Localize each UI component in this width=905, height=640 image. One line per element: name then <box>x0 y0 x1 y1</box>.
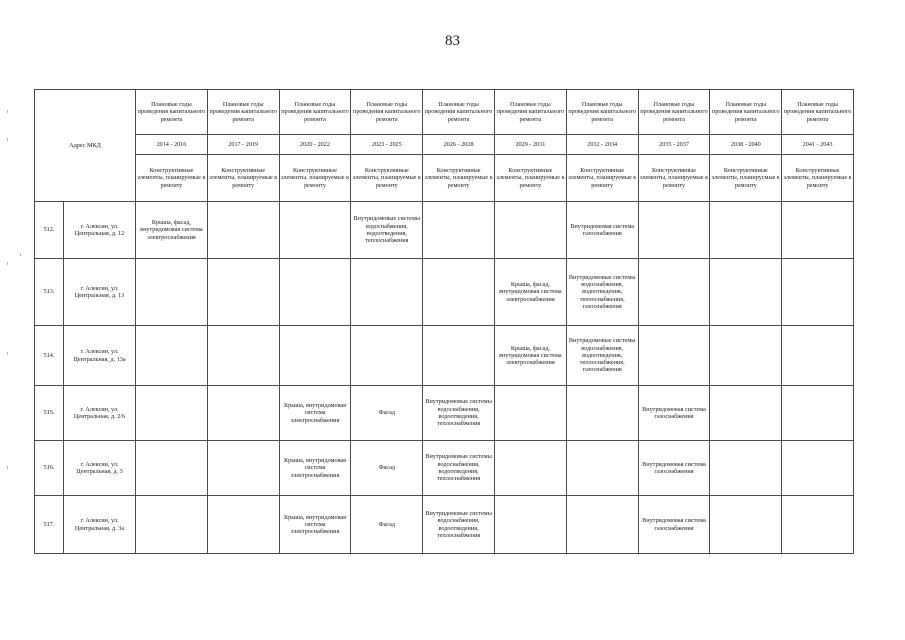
period-header-cell: Плановые годы проведения капитального ремонта <box>782 90 854 135</box>
elements-header-cell: Конструктивные элементы, планируемые к ремонту <box>638 155 710 202</box>
elements-header-cell: Конструктивные элементы, планируемые к ремонту <box>136 155 208 202</box>
repair-elements-cell: Крыша, внутридомовая система электроснабжения <box>279 386 351 441</box>
scan-mark <box>7 466 8 469</box>
repair-elements-cell <box>136 386 208 441</box>
address-cell: г. Алексин, ул. Центральная, д. 3а <box>64 496 136 554</box>
year-range-cell: 2017 - 2019 <box>207 135 279 155</box>
elements-header-cell: Конструктивные элементы, планирусмые к ремонту <box>710 155 782 202</box>
year-range-cell: 2014 - 2016 <box>136 135 208 155</box>
header-row-elements <box>35 155 854 202</box>
repair-elements-cell <box>207 386 279 441</box>
scan-mark <box>7 262 8 265</box>
period-header-cell: Плановые годы проведения капитального ремонта <box>136 90 208 135</box>
repair-elements-cell: Внутридомовые системы водоснабжения, водоотведения, теплоснабжения, газоснабжения <box>566 259 638 326</box>
address-cell: г. Алексин, ул. Центральная, д. 3 <box>64 441 136 496</box>
repair-elements-cell <box>495 441 567 496</box>
period-header-cell: Плановые годы проведения капитального ремонта <box>423 90 495 135</box>
table-row <box>35 496 854 554</box>
repair-elements-cell: Внутридомовая система газоснабжения <box>638 441 710 496</box>
repair-elements-cell <box>207 441 279 496</box>
row-number-cell: 512. <box>35 202 64 259</box>
repair-elements-cell <box>136 259 208 326</box>
address-cell: г. Алексин, ул. Центральная, д. 13 <box>64 259 136 326</box>
repair-elements-cell <box>495 496 567 554</box>
repair-elements-cell <box>207 496 279 554</box>
scan-mark <box>7 352 8 355</box>
repair-elements-cell <box>638 202 710 259</box>
scan-mark <box>7 138 8 141</box>
repair-elements-cell <box>423 259 495 326</box>
table-row <box>35 386 854 441</box>
repair-elements-cell <box>782 386 854 441</box>
repair-elements-cell <box>638 259 710 326</box>
repair-elements-cell <box>279 326 351 386</box>
repair-elements-cell <box>207 202 279 259</box>
year-range-cell: 2020 - 2022 <box>279 135 351 155</box>
year-range-cell: 2023 - 2025 <box>351 135 423 155</box>
repair-elements-cell: Крыша, внутридомовая система электроснабжения <box>279 441 351 496</box>
elements-header-cell: Конструктивные элементы, планируемые к ремонту <box>279 155 351 202</box>
address-cell: г. Алексин, ул. Центральная, д. 13а <box>64 326 136 386</box>
repair-elements-cell: Внутридомовые системы водоснабжения, водоотведения, теплоснабжения <box>423 441 495 496</box>
capital-repair-schedule-table <box>34 89 854 554</box>
repair-elements-cell <box>423 326 495 386</box>
scan-mark <box>20 253 21 256</box>
repair-elements-cell <box>351 259 423 326</box>
elements-header-cell: Конструктивные элементы, планируемые к ремонту <box>351 155 423 202</box>
elements-header-cell: Конструктивные элементы, планируемые к ремонту <box>207 155 279 202</box>
period-header-cell: Плановые годы проведения капитального ремонта <box>495 90 567 135</box>
elements-header-cell: Конструктивные элементы, планируемые к ремонту <box>782 155 854 202</box>
repair-elements-cell <box>782 202 854 259</box>
repair-elements-cell <box>566 441 638 496</box>
repair-elements-cell <box>710 326 782 386</box>
row-number-cell: 517. <box>35 496 64 554</box>
repair-elements-cell <box>566 386 638 441</box>
repair-elements-cell <box>495 202 567 259</box>
table-row <box>35 326 854 386</box>
repair-elements-cell: Фасад <box>351 441 423 496</box>
repair-elements-cell: Внутридомовые системы водоснабжения, водоотведения, теплоснабжения, газоснабжения <box>566 326 638 386</box>
year-range-cell: 2029 - 2031 <box>495 135 567 155</box>
header-row-year-ranges <box>35 135 854 155</box>
elements-header-cell: Конструктивные элементы, планируемые к ремонту <box>566 155 638 202</box>
address-cell: г. Алексин, ул. Центральная, д. 2/6 <box>64 386 136 441</box>
repair-elements-cell: Внутридомовая система газоснабжения <box>566 202 638 259</box>
scan-mark <box>7 110 8 113</box>
year-range-cell: 2032 - 2034 <box>566 135 638 155</box>
period-header-cell: Плановые годы проведения капитального ремонта <box>638 90 710 135</box>
row-number-cell: 515. <box>35 386 64 441</box>
repair-elements-cell: Крыша, фасад, внутридомовая система электроснабжения <box>495 259 567 326</box>
repair-elements-cell <box>782 326 854 386</box>
repair-elements-cell: Внутридомовые системы водоснабжения, водоотведения, теплоснабжения <box>351 202 423 259</box>
address-header-cell: Адрес МКД <box>35 90 136 202</box>
address-cell: г. Алексин, ул. Центральная, д. 12 <box>64 202 136 259</box>
repair-elements-cell <box>136 326 208 386</box>
row-number-cell: 514. <box>35 326 64 386</box>
repair-elements-cell: Фасад <box>351 496 423 554</box>
repair-elements-cell: Внутридомовые системы водоснабжения, водоотведения, теплоснабжения <box>423 386 495 441</box>
repair-elements-cell <box>782 496 854 554</box>
repair-elements-cell <box>136 441 208 496</box>
table-row <box>35 259 854 326</box>
repair-elements-cell <box>710 496 782 554</box>
year-range-cell: 2041 - 2043 <box>782 135 854 155</box>
repair-elements-cell <box>710 441 782 496</box>
elements-header-cell: Конструктивные элементы, планируемые к ремонту <box>495 155 567 202</box>
period-header-cell: Плановые годы проведения капитального ремонта <box>710 90 782 135</box>
year-range-cell: 2026 - 2028 <box>423 135 495 155</box>
period-header-cell: Плановые годы проведения капитального ремонта <box>207 90 279 135</box>
repair-elements-cell: Фасад <box>351 386 423 441</box>
year-range-cell: 2038 - 2040 <box>710 135 782 155</box>
repair-elements-cell: Крыша, внутридомовая система электроснабжения <box>279 496 351 554</box>
period-header-cell: Плановые годы проведения капитального ремонта <box>566 90 638 135</box>
repair-elements-cell: Внутридомовая система газоснабжения <box>638 386 710 441</box>
repair-elements-cell: Внутридомовая система газоснабжения <box>638 496 710 554</box>
repair-elements-cell <box>207 326 279 386</box>
repair-elements-cell <box>782 441 854 496</box>
elements-header-cell: Конструктивные элементы, планируемые к ремонту <box>423 155 495 202</box>
repair-elements-cell <box>207 259 279 326</box>
repair-elements-cell: Крыша, фасад, внутридомовая система электроснабжения <box>136 202 208 259</box>
period-header-cell: Плановые годы проведения капитального ремонта <box>351 90 423 135</box>
repair-elements-cell <box>710 259 782 326</box>
table-row <box>35 202 854 259</box>
period-header-cell: Плановые годы проведения капитального ремонта <box>279 90 351 135</box>
repair-elements-cell: Крыша, фасад, внутридомовая система электроснабжения <box>495 326 567 386</box>
repair-elements-cell <box>351 326 423 386</box>
page-number: 83 <box>445 33 460 49</box>
repair-elements-cell <box>782 259 854 326</box>
repair-elements-cell <box>710 386 782 441</box>
repair-elements-cell <box>136 496 208 554</box>
header-row-planned-years <box>35 90 854 135</box>
repair-elements-cell <box>566 496 638 554</box>
repair-elements-cell <box>710 202 782 259</box>
repair-elements-cell <box>279 259 351 326</box>
repair-elements-cell <box>423 202 495 259</box>
year-range-cell: 2035 - 2037 <box>638 135 710 155</box>
row-number-cell: 516. <box>35 441 64 496</box>
repair-elements-cell <box>279 202 351 259</box>
repair-elements-cell: Внутридомовые системы водоснабжения, водоотведения, теплоснабжения <box>423 496 495 554</box>
table-row <box>35 441 854 496</box>
repair-elements-cell <box>495 386 567 441</box>
repair-elements-cell <box>638 326 710 386</box>
row-number-cell: 513. <box>35 259 64 326</box>
